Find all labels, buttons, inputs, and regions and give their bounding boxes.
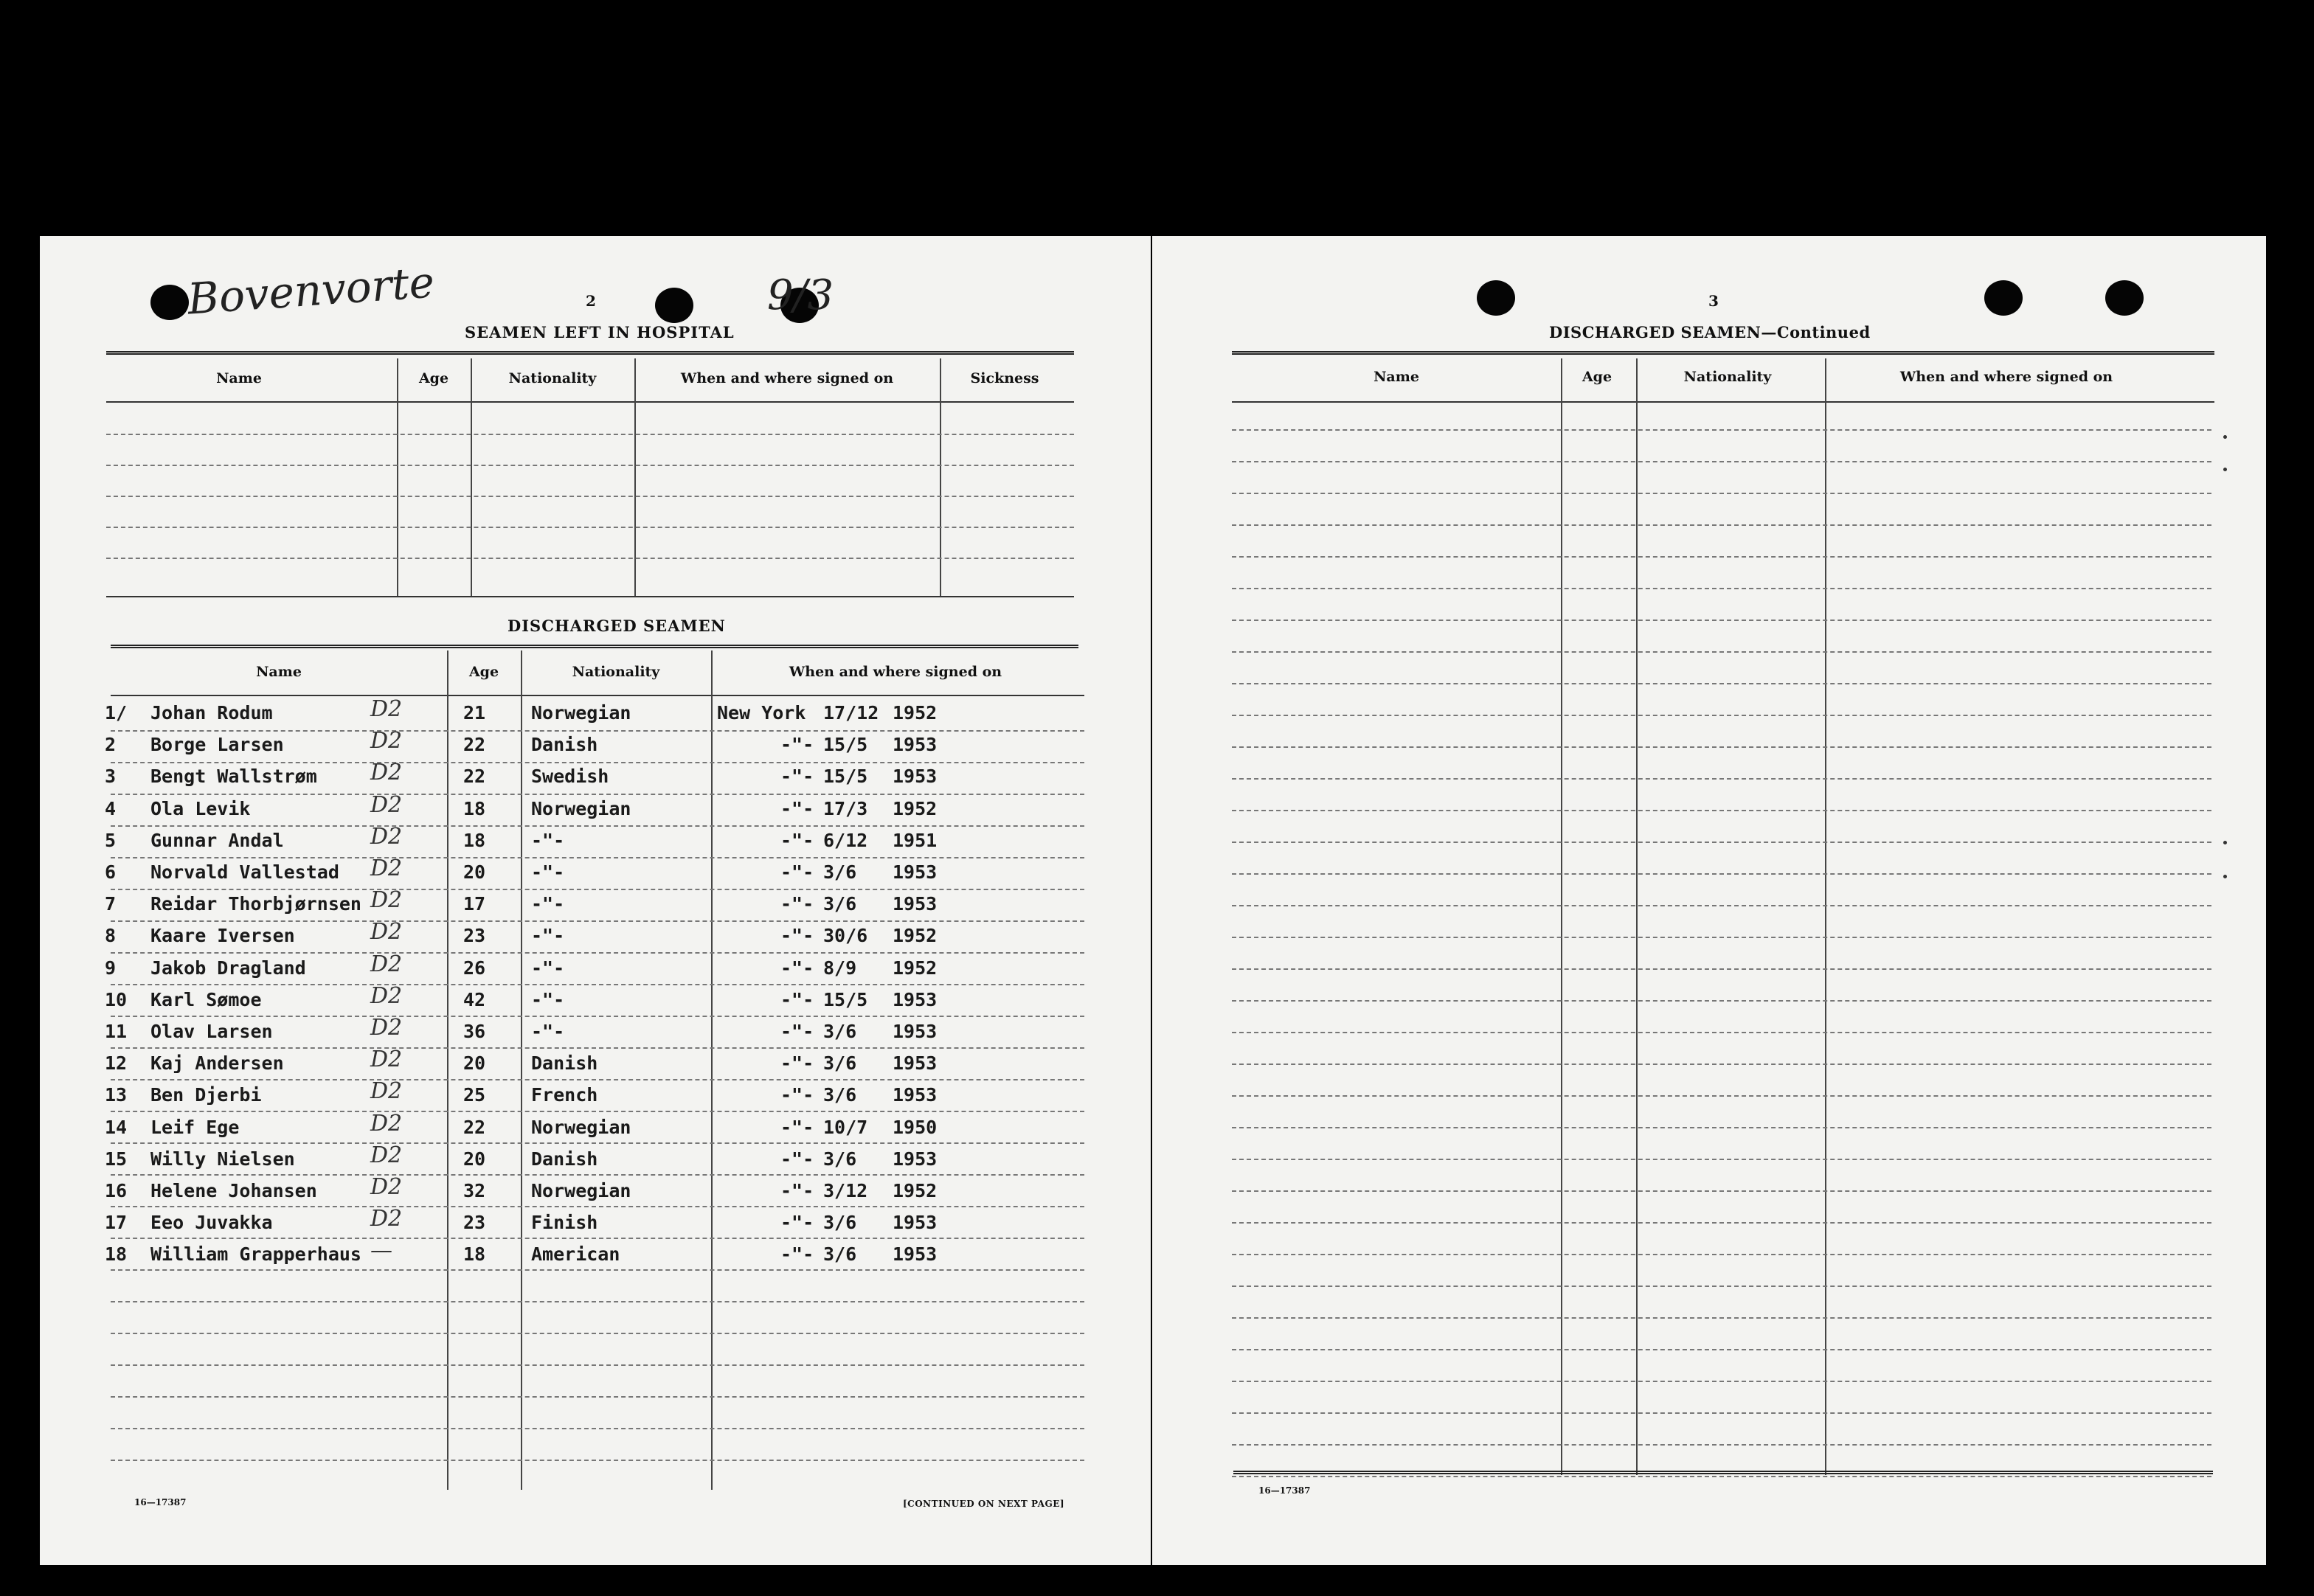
col-divider xyxy=(471,358,472,597)
row-line xyxy=(1232,461,2211,462)
punch-hole xyxy=(1477,280,1515,316)
seaman-nationality: -"- xyxy=(531,893,565,915)
col-age: Age xyxy=(468,664,499,680)
row-line xyxy=(1232,1381,2211,1382)
row-line xyxy=(111,1460,1084,1461)
signed-on-date: 10/7 xyxy=(823,1116,868,1138)
discharge-mark: — xyxy=(370,1238,392,1264)
signed-on-year: 1952 xyxy=(893,957,938,979)
seaman-age: 36 xyxy=(463,1021,486,1042)
row-line xyxy=(1232,1349,2211,1350)
row-line xyxy=(111,952,1084,954)
seaman-nationality: -"- xyxy=(531,829,565,851)
seaman-nationality: -"- xyxy=(531,925,565,947)
seaman-nationality: French xyxy=(531,1084,598,1106)
row-line xyxy=(111,889,1084,890)
seaman-name: Helene Johansen xyxy=(150,1180,317,1201)
rule xyxy=(1233,1471,2213,1474)
seaman-name: Kaj Andersen xyxy=(150,1052,284,1075)
row-number: 2 xyxy=(105,734,117,756)
discharge-mark: D2 xyxy=(370,1047,403,1073)
signed-on-place: -"- xyxy=(780,1021,814,1042)
row-number: 1/ xyxy=(105,702,128,724)
signed-on-place: -"- xyxy=(780,1084,814,1106)
discharge-mark: D2 xyxy=(370,982,403,1009)
row-line xyxy=(1232,1222,2211,1224)
row-line xyxy=(106,558,1074,559)
seaman-name: Johan Rodum xyxy=(150,702,273,724)
row-line xyxy=(111,1301,1084,1302)
continued-title: DISCHARGED SEAMEN—Continued xyxy=(1549,323,1871,341)
seaman-age: 18 xyxy=(463,1243,486,1266)
seaman-name: Kaare Iversen xyxy=(150,925,295,947)
row-line xyxy=(1232,1412,2211,1414)
col-divider xyxy=(1825,358,1826,1475)
discharge-mark: D2 xyxy=(370,951,403,977)
col-nationality: Nationality xyxy=(508,370,597,386)
row-number: 9 xyxy=(105,957,117,979)
signed-on-place: -"- xyxy=(780,1116,814,1138)
punch-hole xyxy=(655,288,693,323)
signed-on-date: 3/6 xyxy=(823,1084,857,1106)
row-line xyxy=(1232,1476,2211,1477)
punch-hole xyxy=(2105,280,2144,316)
row-line xyxy=(1232,1159,2211,1160)
seaman-nationality: Norwegian xyxy=(531,1116,631,1138)
punch-hole xyxy=(1984,280,2023,316)
col-nationality: Nationality xyxy=(1683,369,1772,385)
signed-on-date: 3/6 xyxy=(823,1243,857,1266)
punch-hole xyxy=(150,285,189,320)
row-line xyxy=(111,1238,1084,1239)
seaman-age: 20 xyxy=(463,861,486,883)
signed-on-place: -"- xyxy=(780,925,814,947)
signed-on-date: 3/6 xyxy=(823,1148,857,1170)
seaman-age: 23 xyxy=(463,1212,486,1234)
seaman-name: Leif Ege xyxy=(150,1116,240,1138)
row-number: 18 xyxy=(105,1243,128,1266)
rule xyxy=(106,596,1074,597)
row-number: 12 xyxy=(105,1052,128,1075)
row-number: 6 xyxy=(105,861,117,883)
row-number: 8 xyxy=(105,925,117,947)
row-line xyxy=(1232,1064,2211,1065)
seaman-age: 20 xyxy=(463,1052,486,1075)
form-code: 16—17387 xyxy=(134,1497,187,1507)
seaman-nationality: -"- xyxy=(531,957,565,979)
signed-on-year: 1953 xyxy=(893,1243,938,1266)
row-line xyxy=(111,1016,1084,1017)
row-line xyxy=(1232,968,2211,970)
row-number: 13 xyxy=(105,1084,128,1106)
signed-on-year: 1952 xyxy=(893,925,938,947)
signed-on-year: 1953 xyxy=(893,1052,938,1075)
discharge-mark: D2 xyxy=(370,760,403,786)
seaman-nationality: -"- xyxy=(531,861,565,883)
speck xyxy=(2223,435,2227,439)
col-age: Age xyxy=(1582,369,1612,385)
col-divider xyxy=(1636,358,1638,1475)
row-line xyxy=(1232,1317,2211,1319)
signed-on-date: 17/12 xyxy=(823,702,879,724)
discharge-mark: D2 xyxy=(370,856,403,881)
seaman-nationality: Danish xyxy=(531,1052,598,1075)
signed-on-year: 1953 xyxy=(893,1021,938,1042)
signed-on-place: -"- xyxy=(780,893,814,915)
row-line xyxy=(106,434,1074,435)
discharge-mark: D2 xyxy=(370,696,403,722)
row-line xyxy=(1232,588,2211,589)
row-line xyxy=(111,1428,1084,1429)
signed-on-place: -"- xyxy=(780,1212,814,1234)
col-age: Age xyxy=(418,370,449,386)
right-page xyxy=(1152,236,2266,1565)
row-line xyxy=(1232,842,2211,843)
row-line xyxy=(1232,1254,2211,1255)
signed-on-date: 3/6 xyxy=(823,893,857,915)
col-name: Name xyxy=(256,664,302,680)
seaman-nationality: Norwegian xyxy=(531,1180,631,1201)
col-signed-on: When and where signed on xyxy=(789,664,1002,680)
signed-on-year: 1952 xyxy=(893,702,938,724)
signed-on-place: -"- xyxy=(780,734,814,756)
row-line xyxy=(1232,1095,2211,1097)
signed-on-date: 3/6 xyxy=(823,1052,857,1075)
seaman-name: Jakob Dragland xyxy=(150,957,306,979)
signed-on-year: 1953 xyxy=(893,988,938,1010)
seaman-nationality: Danish xyxy=(531,734,598,756)
row-number: 5 xyxy=(105,829,117,851)
row-line xyxy=(111,794,1084,795)
row-line xyxy=(111,730,1084,732)
row-line xyxy=(1232,651,2211,653)
row-number: 4 xyxy=(105,797,117,819)
signed-on-year: 1953 xyxy=(893,861,938,883)
seaman-name: Bengt Wallstrøm xyxy=(150,766,317,788)
row-line xyxy=(1232,810,2211,811)
seaman-name: Karl Sømoe xyxy=(150,988,262,1010)
row-line xyxy=(111,762,1084,763)
row-line xyxy=(1232,524,2211,526)
row-line xyxy=(111,1174,1084,1176)
rule xyxy=(106,401,1074,403)
signed-on-place: -"- xyxy=(780,1243,814,1266)
discharge-mark: D2 xyxy=(370,1142,403,1168)
row-number: 10 xyxy=(105,988,128,1010)
row-line xyxy=(1232,873,2211,875)
row-number: 11 xyxy=(105,1021,128,1042)
row-line xyxy=(1232,1127,2211,1128)
col-signed-on: When and where signed on xyxy=(1899,369,2113,385)
rule xyxy=(111,645,1078,648)
seaman-age: 18 xyxy=(463,797,486,819)
signed-on-place: -"- xyxy=(780,988,814,1010)
seaman-nationality: Finish xyxy=(531,1212,598,1234)
page-number: 2 xyxy=(586,292,596,310)
seaman-nationality: Danish xyxy=(531,1148,598,1170)
seaman-name: Willy Nielsen xyxy=(150,1148,295,1170)
signed-on-place: New York xyxy=(717,702,806,724)
row-line xyxy=(111,1396,1084,1398)
row-line xyxy=(1232,683,2211,684)
col-nationality: Nationality xyxy=(572,664,660,680)
col-divider xyxy=(397,358,398,597)
row-line xyxy=(111,1142,1084,1144)
signed-on-date: 15/5 xyxy=(823,766,868,788)
seaman-name: Ben Djerbi xyxy=(150,1084,262,1106)
signed-on-place: -"- xyxy=(780,797,814,819)
col-name: Name xyxy=(216,370,262,386)
seaman-nationality: Swedish xyxy=(531,766,609,788)
seaman-age: 20 xyxy=(463,1148,486,1170)
signed-on-date: 15/5 xyxy=(823,988,868,1010)
continued-note: [CONTINUED ON NEXT PAGE] xyxy=(903,1499,1065,1509)
handwritten-name: Bovenvorte xyxy=(186,257,436,325)
signed-on-year: 1953 xyxy=(893,766,938,788)
signed-on-date: 17/3 xyxy=(823,797,868,819)
col-divider xyxy=(1561,358,1562,1475)
seaman-age: 22 xyxy=(463,1116,486,1138)
speck xyxy=(2223,875,2227,878)
hospital-title: SEAMEN LEFT IN HOSPITAL xyxy=(465,323,735,341)
discharge-mark: D2 xyxy=(370,791,403,818)
signed-on-date: 6/12 xyxy=(823,829,868,851)
seaman-nationality: American xyxy=(531,1243,620,1266)
row-line xyxy=(111,1269,1084,1271)
signed-on-place: -"- xyxy=(780,957,814,979)
seaman-age: 42 xyxy=(463,988,486,1010)
row-number: 17 xyxy=(105,1212,128,1234)
row-line xyxy=(1232,1444,2211,1446)
seaman-age: 18 xyxy=(463,829,486,851)
signed-on-year: 1952 xyxy=(893,797,938,819)
seaman-nationality: Norwegian xyxy=(531,797,631,819)
seaman-name: Gunnar Andal xyxy=(150,829,284,851)
speck xyxy=(2223,468,2227,471)
signed-on-year: 1953 xyxy=(893,1212,938,1234)
col-divider xyxy=(634,358,636,597)
seaman-name: William Grapperhaus xyxy=(150,1243,361,1266)
discharge-mark: D2 xyxy=(370,1078,403,1105)
signed-on-year: 1952 xyxy=(893,1180,938,1201)
row-line xyxy=(1232,429,2211,431)
signed-on-date: 3/12 xyxy=(823,1180,868,1201)
seaman-age: 23 xyxy=(463,925,486,947)
row-line xyxy=(1232,778,2211,780)
row-line xyxy=(1232,746,2211,748)
signed-on-place: -"- xyxy=(780,1052,814,1075)
row-line xyxy=(1232,937,2211,938)
page-number: 3 xyxy=(1708,292,1719,310)
signed-on-date: 3/6 xyxy=(823,861,857,883)
signed-on-date: 15/5 xyxy=(823,734,868,756)
rule xyxy=(111,695,1084,696)
signed-on-place: -"- xyxy=(780,1180,814,1201)
discharge-mark: D2 xyxy=(370,919,403,946)
row-line xyxy=(1232,620,2211,621)
seaman-age: 26 xyxy=(463,957,486,979)
seaman-age: 32 xyxy=(463,1180,486,1201)
signed-on-date: 3/6 xyxy=(823,1212,857,1234)
signed-on-place: -"- xyxy=(780,829,814,851)
seaman-name: Olav Larsen xyxy=(150,1021,273,1042)
col-divider xyxy=(940,358,941,597)
seaman-age: 22 xyxy=(463,766,486,788)
row-number: 7 xyxy=(105,893,117,915)
row-line xyxy=(111,984,1084,985)
row-line xyxy=(1232,556,2211,558)
left-page xyxy=(40,236,1151,1565)
seaman-name: Reidar Thorbjørnsen xyxy=(150,893,361,915)
signed-on-date: 30/6 xyxy=(823,925,868,947)
seaman-nationality: -"- xyxy=(531,1021,565,1042)
seaman-age: 22 xyxy=(463,734,486,756)
row-line xyxy=(111,1079,1084,1080)
discharge-mark: D2 xyxy=(370,823,403,850)
discharged-title: DISCHARGED SEAMEN xyxy=(508,617,726,635)
seaman-age: 25 xyxy=(463,1084,486,1106)
row-line xyxy=(106,496,1074,497)
signed-on-year: 1953 xyxy=(893,1148,938,1170)
row-number: 14 xyxy=(105,1116,128,1138)
rule xyxy=(1232,401,2214,403)
seaman-nationality: -"- xyxy=(531,988,565,1010)
row-line xyxy=(111,1206,1084,1207)
handwritten-mark: 9/3 xyxy=(767,271,834,319)
signed-on-date: 3/6 xyxy=(823,1021,857,1042)
row-line xyxy=(1232,493,2211,494)
row-line xyxy=(106,527,1074,528)
signed-on-year: 1951 xyxy=(893,829,938,851)
col-sickness: Sickness xyxy=(970,370,1039,386)
signed-on-year: 1953 xyxy=(893,734,938,756)
row-line xyxy=(111,1364,1084,1366)
signed-on-year: 1953 xyxy=(893,1084,938,1106)
row-line xyxy=(111,920,1084,922)
row-number: 15 xyxy=(105,1148,128,1170)
discharge-mark: D2 xyxy=(370,728,403,754)
row-line xyxy=(111,1047,1084,1049)
discharge-mark: D2 xyxy=(370,1015,403,1041)
row-line xyxy=(1232,1190,2211,1192)
row-line xyxy=(106,465,1074,466)
seaman-name: Borge Larsen xyxy=(150,734,284,756)
row-line xyxy=(1232,1032,2211,1033)
discharge-mark: D2 xyxy=(370,1110,403,1137)
signed-on-place: -"- xyxy=(780,1148,814,1170)
signed-on-year: 1953 xyxy=(893,893,938,915)
row-line xyxy=(111,825,1084,827)
seaman-age: 21 xyxy=(463,702,486,724)
form-code: 16—17387 xyxy=(1258,1485,1311,1496)
col-name: Name xyxy=(1373,369,1419,385)
speck xyxy=(2223,841,2227,844)
signed-on-date: 8/9 xyxy=(823,957,857,979)
signed-on-year: 1950 xyxy=(893,1116,938,1138)
row-line xyxy=(111,1333,1084,1334)
row-line xyxy=(111,1111,1084,1112)
row-line xyxy=(1232,1286,2211,1287)
col-signed-on: When and where signed on xyxy=(680,370,894,386)
rule xyxy=(106,351,1074,355)
seaman-name: Eeo Juvakka xyxy=(150,1212,273,1234)
rule xyxy=(1232,351,2214,355)
seaman-name: Ola Levik xyxy=(150,797,251,819)
row-line xyxy=(1232,905,2211,906)
signed-on-place: -"- xyxy=(780,861,814,883)
discharge-mark: D2 xyxy=(370,887,403,914)
row-number: 3 xyxy=(105,766,117,788)
discharge-mark: D2 xyxy=(370,1174,403,1200)
signed-on-place: -"- xyxy=(780,766,814,788)
row-line xyxy=(1232,1000,2211,1002)
seaman-name: Norvald Vallestad xyxy=(150,861,339,883)
seaman-nationality: Norwegian xyxy=(531,702,631,724)
seaman-age: 17 xyxy=(463,893,486,915)
discharge-mark: D2 xyxy=(370,1206,403,1232)
row-number: 16 xyxy=(105,1180,128,1201)
row-line xyxy=(1232,715,2211,716)
row-line xyxy=(111,857,1084,858)
